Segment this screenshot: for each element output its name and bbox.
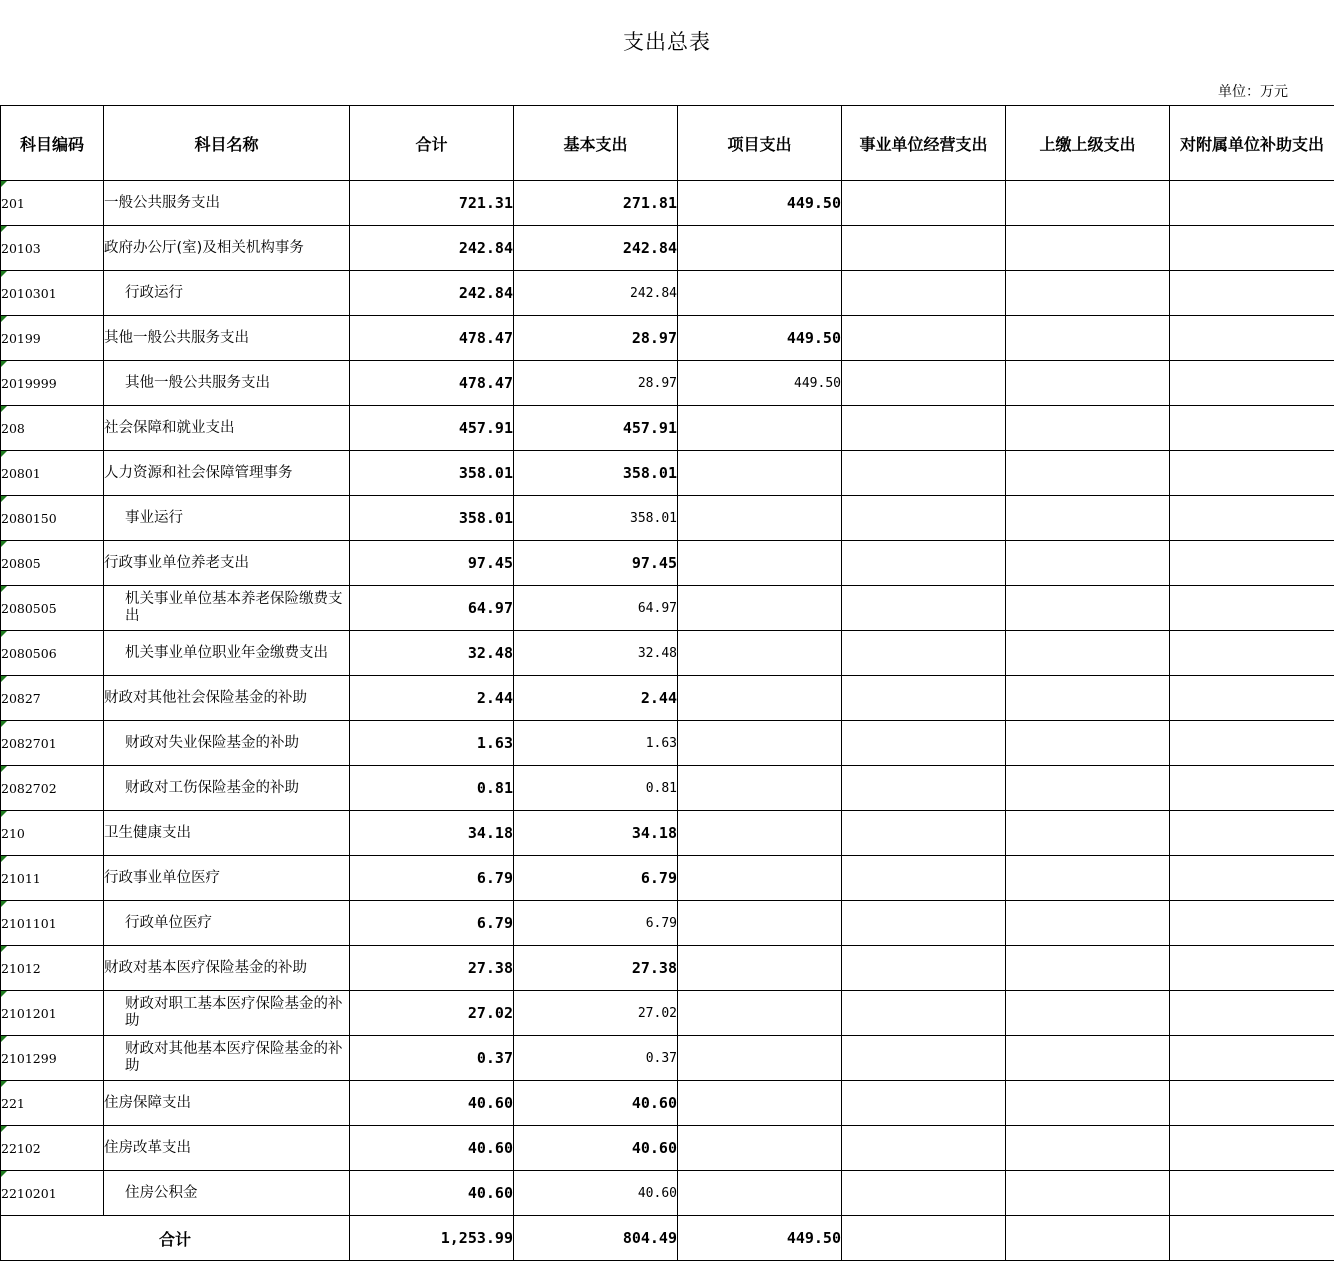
table-row	[1, 226, 1334, 271]
row-remit	[1006, 406, 1170, 451]
row-name: 卫生健康支出	[104, 811, 350, 856]
row-code: 2080150	[1, 496, 104, 541]
row-business	[842, 1126, 1006, 1171]
row-total: 6.79	[350, 856, 514, 901]
row-basic: 271.81	[514, 181, 678, 226]
row-name: 行政事业单位医疗	[104, 856, 350, 901]
row-project	[678, 946, 842, 991]
row-project: 449.50	[678, 181, 842, 226]
row-subsidy	[1170, 406, 1334, 451]
page-title: 支出总表	[623, 30, 711, 54]
row-code: 2101299	[1, 1036, 104, 1081]
row-code: 22102	[1, 1126, 104, 1171]
row-project	[678, 271, 842, 316]
row-code: 21012	[1, 946, 104, 991]
row-subsidy	[1170, 496, 1334, 541]
row-subsidy	[1170, 721, 1334, 766]
row-code: 2101101	[1, 901, 104, 946]
header-project: 项目支出	[678, 106, 842, 181]
row-total: 478.47	[350, 316, 514, 361]
table-row	[1, 1126, 1334, 1171]
row-project	[678, 451, 842, 496]
row-total: 40.60	[350, 1126, 514, 1171]
table-row	[1, 901, 1334, 946]
row-total: 358.01	[350, 496, 514, 541]
row-business	[842, 1171, 1006, 1216]
table-row	[1, 991, 1334, 1036]
row-code: 201	[1, 181, 104, 226]
row-project	[678, 766, 842, 811]
row-name: 财政对职工基本医疗保险基金的补助	[104, 991, 350, 1036]
row-remit	[1006, 586, 1170, 631]
row-code: 20199	[1, 316, 104, 361]
row-remit	[1006, 676, 1170, 721]
row-subsidy	[1170, 946, 1334, 991]
row-basic: 28.97	[514, 316, 678, 361]
row-total: 457.91	[350, 406, 514, 451]
row-basic: 6.79	[514, 856, 678, 901]
header-total: 合计	[350, 106, 514, 181]
row-code: 21011	[1, 856, 104, 901]
row-subsidy	[1170, 316, 1334, 361]
row-project	[678, 676, 842, 721]
row-remit	[1006, 631, 1170, 676]
row-total: 0.81	[350, 766, 514, 811]
row-project	[678, 496, 842, 541]
row-code: 20805	[1, 541, 104, 586]
row-business	[842, 181, 1006, 226]
row-total: 40.60	[350, 1171, 514, 1216]
row-subsidy	[1170, 856, 1334, 901]
row-name: 其他一般公共服务支出	[104, 316, 350, 361]
row-subsidy	[1170, 676, 1334, 721]
table-row	[1, 316, 1334, 361]
row-subsidy	[1170, 991, 1334, 1036]
row-remit	[1006, 946, 1170, 991]
header-basic: 基本支出	[514, 106, 678, 181]
row-subsidy	[1170, 271, 1334, 316]
row-code: 20827	[1, 676, 104, 721]
row-basic: 242.84	[514, 271, 678, 316]
row-total: 64.97	[350, 586, 514, 631]
row-project: 449.50	[678, 316, 842, 361]
row-name: 财政对工伤保险基金的补助	[104, 766, 350, 811]
row-basic: 97.45	[514, 541, 678, 586]
table-row	[1, 856, 1334, 901]
row-remit	[1006, 451, 1170, 496]
row-project	[678, 991, 842, 1036]
table-row	[1, 631, 1334, 676]
row-code: 2082701	[1, 721, 104, 766]
row-total: 32.48	[350, 631, 514, 676]
row-name: 财政对失业保险基金的补助	[104, 721, 350, 766]
row-code: 20103	[1, 226, 104, 271]
row-name: 人力资源和社会保障管理事务	[104, 451, 350, 496]
row-name: 行政事业单位养老支出	[104, 541, 350, 586]
row-name: 政府办公厅(室)及相关机构事务	[104, 226, 350, 271]
row-total: 721.31	[350, 181, 514, 226]
header-row	[1, 106, 1334, 181]
row-remit	[1006, 226, 1170, 271]
row-subsidy	[1170, 1126, 1334, 1171]
row-total: 27.02	[350, 991, 514, 1036]
header-business: 事业单位经营支出	[842, 106, 1006, 181]
row-code: 2010301	[1, 271, 104, 316]
table-row	[1, 496, 1334, 541]
row-business	[842, 1036, 1006, 1081]
row-business	[842, 1081, 1006, 1126]
row-project	[678, 406, 842, 451]
row-total: 27.38	[350, 946, 514, 991]
row-business	[842, 541, 1006, 586]
row-basic: 358.01	[514, 496, 678, 541]
row-subsidy	[1170, 541, 1334, 586]
row-remit	[1006, 766, 1170, 811]
row-basic: 40.60	[514, 1126, 678, 1171]
row-project	[678, 856, 842, 901]
row-business	[842, 406, 1006, 451]
row-business	[842, 226, 1006, 271]
table-row	[1, 361, 1334, 406]
table-row	[1, 586, 1334, 631]
total-basic: 804.49	[514, 1216, 678, 1261]
table-row	[1, 721, 1334, 766]
row-remit	[1006, 1126, 1170, 1171]
row-code: 2082702	[1, 766, 104, 811]
row-basic: 40.60	[514, 1081, 678, 1126]
row-remit	[1006, 361, 1170, 406]
row-code: 210	[1, 811, 104, 856]
expenditure-table	[0, 105, 1334, 1261]
row-total: 358.01	[350, 451, 514, 496]
row-remit	[1006, 991, 1170, 1036]
row-business	[842, 496, 1006, 541]
total-row	[1, 1216, 1334, 1261]
row-code: 208	[1, 406, 104, 451]
table-row	[1, 541, 1334, 586]
row-name: 财政对基本医疗保险基金的补助	[104, 946, 350, 991]
row-code: 2210201	[1, 1171, 104, 1216]
row-subsidy	[1170, 1171, 1334, 1216]
row-name: 财政对其他社会保险基金的补助	[104, 676, 350, 721]
row-remit	[1006, 271, 1170, 316]
row-basic: 34.18	[514, 811, 678, 856]
table-row	[1, 271, 1334, 316]
row-business	[842, 451, 1006, 496]
row-total: 0.37	[350, 1036, 514, 1081]
row-basic: 242.84	[514, 226, 678, 271]
row-basic: 1.63	[514, 721, 678, 766]
row-business	[842, 811, 1006, 856]
row-basic: 28.97	[514, 361, 678, 406]
row-subsidy	[1170, 811, 1334, 856]
row-name: 机关事业单位基本养老保险缴费支出	[104, 586, 350, 631]
row-total: 40.60	[350, 1081, 514, 1126]
total-sum: 1,253.99	[350, 1216, 514, 1261]
row-project	[678, 541, 842, 586]
row-project	[678, 901, 842, 946]
row-project	[678, 1126, 842, 1171]
row-name: 行政单位医疗	[104, 901, 350, 946]
row-basic: 0.81	[514, 766, 678, 811]
row-business	[842, 766, 1006, 811]
row-name: 财政对其他基本医疗保险基金的补助	[104, 1036, 350, 1081]
row-total: 97.45	[350, 541, 514, 586]
row-remit	[1006, 811, 1170, 856]
row-total: 2.44	[350, 676, 514, 721]
row-remit	[1006, 181, 1170, 226]
row-basic: 40.60	[514, 1171, 678, 1216]
row-basic: 64.97	[514, 586, 678, 631]
row-business	[842, 676, 1006, 721]
row-name: 机关事业单位职业年金缴费支出	[104, 631, 350, 676]
table-row	[1, 766, 1334, 811]
row-remit	[1006, 541, 1170, 586]
row-subsidy	[1170, 451, 1334, 496]
row-business	[842, 586, 1006, 631]
row-name: 住房公积金	[104, 1171, 350, 1216]
row-remit	[1006, 1171, 1170, 1216]
row-business	[842, 721, 1006, 766]
row-project	[678, 721, 842, 766]
row-business	[842, 631, 1006, 676]
row-project: 449.50	[678, 361, 842, 406]
row-name: 住房保障支出	[104, 1081, 350, 1126]
row-subsidy	[1170, 1036, 1334, 1081]
row-name: 一般公共服务支出	[104, 181, 350, 226]
header-code: 科目编码	[1, 106, 104, 181]
row-basic: 27.02	[514, 991, 678, 1036]
row-code: 2019999	[1, 361, 104, 406]
row-subsidy	[1170, 181, 1334, 226]
row-total: 34.18	[350, 811, 514, 856]
row-project	[678, 631, 842, 676]
row-subsidy	[1170, 901, 1334, 946]
row-code: 20801	[1, 451, 104, 496]
row-name: 社会保障和就业支出	[104, 406, 350, 451]
row-project	[678, 226, 842, 271]
row-basic: 358.01	[514, 451, 678, 496]
row-remit	[1006, 316, 1170, 361]
table-row	[1, 1036, 1334, 1081]
total-subsidy	[1170, 1216, 1334, 1261]
row-total: 478.47	[350, 361, 514, 406]
row-basic: 27.38	[514, 946, 678, 991]
table-row	[1, 811, 1334, 856]
row-business	[842, 316, 1006, 361]
row-project	[678, 1081, 842, 1126]
row-total: 1.63	[350, 721, 514, 766]
row-name: 事业运行	[104, 496, 350, 541]
row-project	[678, 1171, 842, 1216]
total-project: 449.50	[678, 1216, 842, 1261]
row-code: 2101201	[1, 991, 104, 1036]
row-business	[842, 361, 1006, 406]
table-row	[1, 946, 1334, 991]
row-subsidy	[1170, 361, 1334, 406]
unit-label: 单位：万元	[1218, 84, 1288, 100]
row-remit	[1006, 721, 1170, 766]
row-code: 2080505	[1, 586, 104, 631]
row-subsidy	[1170, 1081, 1334, 1126]
row-name: 住房改革支出	[104, 1126, 350, 1171]
row-basic: 2.44	[514, 676, 678, 721]
row-basic: 0.37	[514, 1036, 678, 1081]
row-total: 6.79	[350, 901, 514, 946]
row-project	[678, 586, 842, 631]
row-code: 221	[1, 1081, 104, 1126]
row-subsidy	[1170, 766, 1334, 811]
total-remit	[1006, 1216, 1170, 1261]
row-remit	[1006, 1036, 1170, 1081]
table-row	[1, 676, 1334, 721]
header-subsidy: 对附属单位补助支出	[1170, 106, 1334, 181]
row-project	[678, 811, 842, 856]
row-remit	[1006, 1081, 1170, 1126]
row-basic: 32.48	[514, 631, 678, 676]
row-business	[842, 946, 1006, 991]
row-subsidy	[1170, 226, 1334, 271]
table-row	[1, 406, 1334, 451]
total-label: 合计	[1, 1216, 350, 1261]
row-remit	[1006, 901, 1170, 946]
row-name: 行政运行	[104, 271, 350, 316]
table-row	[1, 181, 1334, 226]
table-row	[1, 451, 1334, 496]
table-row	[1, 1171, 1334, 1216]
row-remit	[1006, 856, 1170, 901]
total-business	[842, 1216, 1006, 1261]
row-name: 其他一般公共服务支出	[104, 361, 350, 406]
row-project	[678, 1036, 842, 1081]
row-business	[842, 991, 1006, 1036]
row-subsidy	[1170, 586, 1334, 631]
row-code: 2080506	[1, 631, 104, 676]
row-basic: 6.79	[514, 901, 678, 946]
row-total: 242.84	[350, 226, 514, 271]
header-name: 科目名称	[104, 106, 350, 181]
row-remit	[1006, 496, 1170, 541]
row-subsidy	[1170, 631, 1334, 676]
table-row	[1, 1081, 1334, 1126]
header-remit: 上缴上级支出	[1006, 106, 1170, 181]
row-business	[842, 901, 1006, 946]
row-business	[842, 271, 1006, 316]
row-basic: 457.91	[514, 406, 678, 451]
row-total: 242.84	[350, 271, 514, 316]
row-business	[842, 856, 1006, 901]
